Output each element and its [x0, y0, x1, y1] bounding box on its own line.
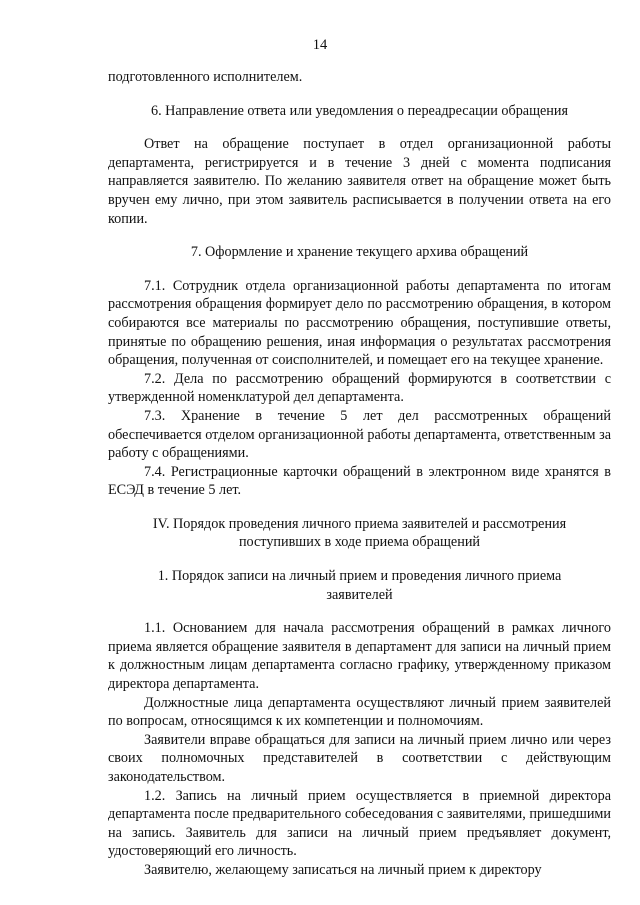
page-number: 14 — [312, 37, 328, 53]
director-appointment-paragraph: Заявителю, желающему записаться на личный прием к директору — [144, 861, 542, 878]
section-6-paragraph: Ответ на обращение поступает в отдел организационной работы департамента, регистрируется и в течение 3 дней с момента подписания направляется заявителю. По желанию заявителя ответ на обращение может быть вручен ему лично, при этом заявитель расписывается в получении ответа на его копии. — [108, 136, 611, 227]
section-7-3-paragraph: 7.3. Хранение в течение 5 лет дел рассмотренных обращений обеспечивается отделом организационной работы департамента, ответственным за работу с обращениями. — [108, 407, 611, 462]
section-7-1-paragraph: 7.1. Сотрудник отдела организационной работы департамента по итогам рассмотрения обращения формирует дело по рассмотрению обращения, в котором собираются все материалы по рассмотрению обращения, поступившие ответы, принятые по обращению решения, иная информация о результатах рассмотрения обращения, полученная от соисполнителей, и помещает его на текущее хранение. — [108, 277, 611, 369]
chapter-4-heading-line-2: поступивших в ходе приема обращений — [238, 534, 481, 551]
subsection-1-heading-line-1: 1. Порядок записи на личный прием и проведения личного приема — [157, 568, 562, 585]
officials-paragraph: Должностные лица департамента осуществляют личный прием заявителей по вопросам, относящимся к их компетенции и полномочиям. — [108, 694, 611, 730]
applicants-rights-paragraph: Заявители вправе обращаться для записи на личный прием лично или через своих полномочных представителей в соответствии с действующим законодательством. — [108, 731, 611, 785]
page-content — [108, 68, 611, 880]
section-7-heading: 7. Оформление и хранение текущего архива обращений — [190, 244, 529, 261]
chapter-4-heading-line-1: IV. Порядок проведения личного приема заявителей и рассмотрения — [152, 515, 567, 532]
continuation-paragraph: подготовленного исполнителем. — [108, 69, 303, 85]
section-1-2-paragraph: 1.2. Запись на личный прием осуществляется в приемной директора департамента после предварительного собеседования с заявителями, пришедшими на запись. Заявитель для записи на личный прием предъявляет документ, удостоверяющий его личность. — [108, 787, 611, 860]
section-7-4-paragraph: 7.4. Регистрационные карточки обращений в электронном виде хранятся в ЕСЭД в течение 5 лет. — [108, 463, 611, 499]
section-6-heading: 6. Направление ответа или уведомления о переадресации обращения — [150, 102, 569, 119]
section-7-2-paragraph: 7.2. Дела по рассмотрению обращений формируются в соответствии с утвержденной номенклатурой дел департамента. — [108, 370, 611, 406]
section-1-1-paragraph: 1.1. Основанием для начала рассмотрения обращений в рамках личного приема является обращение заявителя в департамент для записи на личный прием к должностным лицам департамента согласно графику, утвержденному приказом директора департамента. — [108, 620, 611, 693]
subsection-1-heading-line-2: заявителей — [326, 586, 393, 603]
